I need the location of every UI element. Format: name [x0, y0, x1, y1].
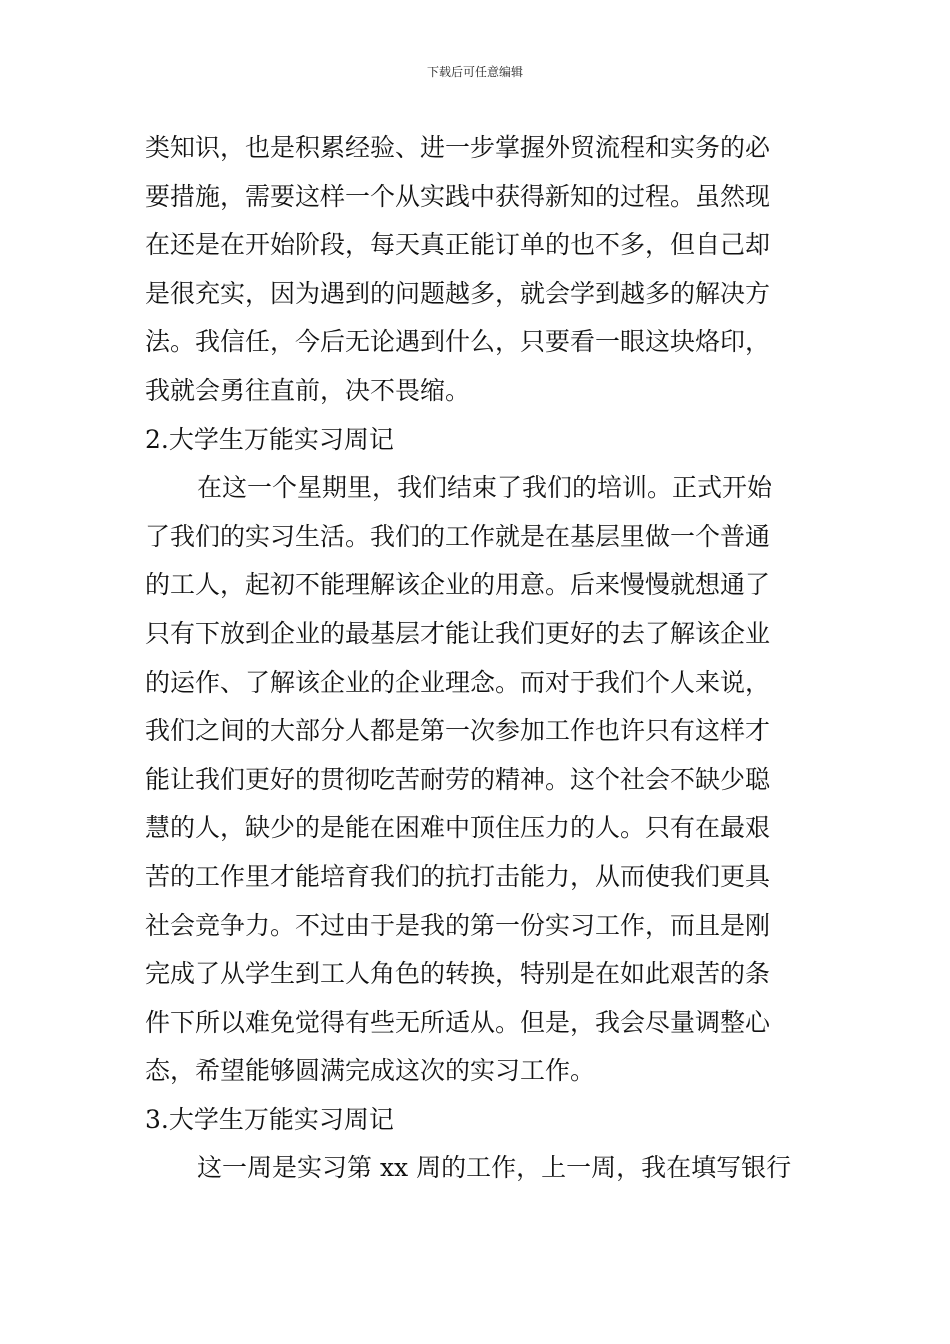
text-line: 能让我们更好的贯彻吃苦耐劳的精神。这个社会不缺少聪 — [145, 764, 771, 794]
section-heading: 3.大学生万能实习周记 — [145, 1104, 394, 1134]
text-line: 是很充实，因为遇到的问题越多，就会学到越多的解决方 — [145, 278, 771, 308]
text-line: 慧的人，缺少的是能在困难中顶住压力的人。只有在最艰 — [145, 813, 771, 843]
text-line: 这一周是实习第 xx 周的工作，上一周，我在填写银行 — [197, 1153, 792, 1183]
text-line: 了我们的实习生活。我们的工作就是在基层里做一个普通 — [145, 521, 771, 551]
section-heading: 2.大学生万能实习周记 — [145, 424, 394, 454]
text-line: 完成了从学生到工人角色的转换，特别是在如此艰苦的条 — [145, 959, 771, 989]
text-line: 类知识，也是积累经验、进一步掌握外贸流程和实务的必 — [145, 133, 771, 162]
text-line: 的工人，起初不能理解该企业的用意。后来慢慢就想通了 — [145, 570, 771, 600]
text-line: 我就会勇往直前，决不畏缩。 — [145, 375, 471, 405]
text-line: 态，希望能够圆满完成这次的实习工作。 — [145, 1056, 596, 1086]
text-line: 在还是在开始阶段，每天真正能订单的也不多，但自己却 — [145, 230, 771, 260]
text-line: 件下所以难免觉得有些无所适从。但是，我会尽量调整心 — [145, 1007, 771, 1037]
text-line: 只有下放到企业的最基层才能让我们更好的去了解该企业 — [145, 618, 771, 648]
page-header: 下载后可任意编辑 — [426, 65, 523, 79]
text-line: 社会竞争力。不过由于是我的第一份实习工作，而且是刚 — [145, 910, 771, 940]
text-line: 苦的工作里才能培育我们的抗打击能力，从而使我们更具 — [145, 861, 771, 891]
text-line: 法。我信任，今后无论遇到什么，只要看一眼这块烙印， — [145, 327, 771, 357]
text-line: 我们之间的大部分人都是第一次参加工作也许只有这样才 — [145, 716, 771, 746]
text-line: 要措施，需要这样一个从实践中获得新知的过程。虽然现 — [145, 181, 771, 211]
text-line: 的运作、了解该企业的企业理念。而对于我们个人来说， — [145, 667, 771, 697]
text-line: 在这一个星期里，我们结束了我们的培训。正式开始 — [197, 473, 773, 503]
document-body — [145, 124, 810, 1193]
